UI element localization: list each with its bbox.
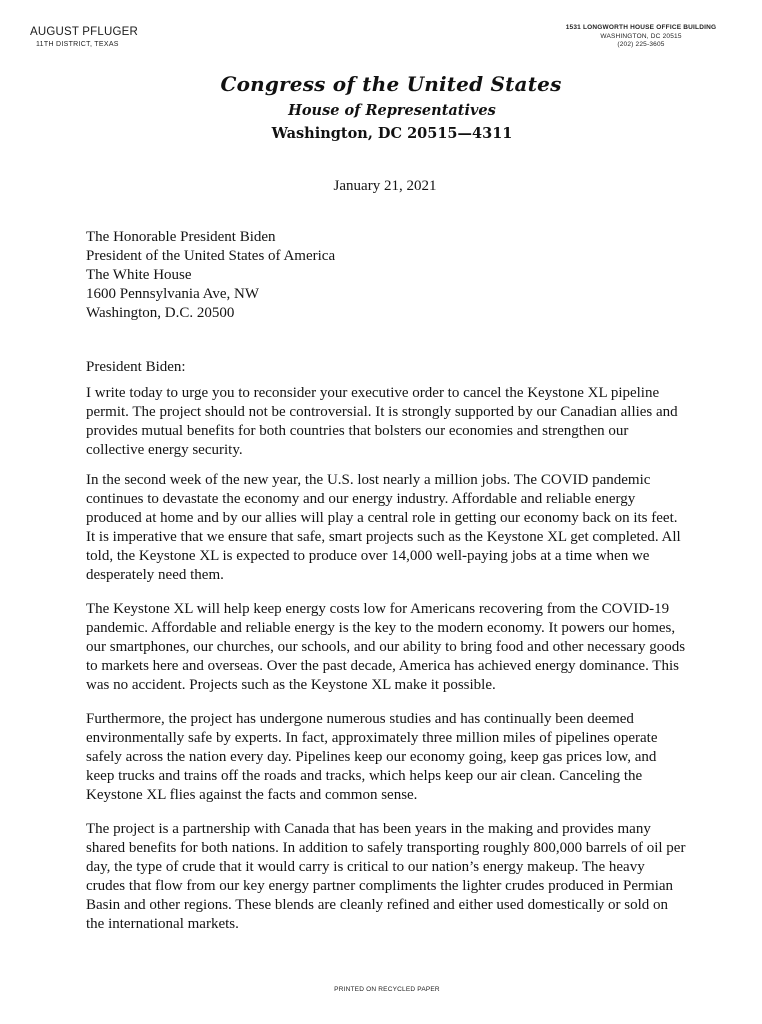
recycled-paper-note: PRINTED ON RECYCLED PAPER — [334, 986, 440, 993]
body-paragraph: The project is a partnership with Canada that has been years in the making and provides many shared benefits for both nations. In addition to safely transporting roughly 800,000 barrels of oil per day, the type of crude that it would carry is critical to our nation’s energy makeup. The heavy crudes that flow from our key energy partner compliments the lighter crudes produced in Permian Basin and other regions. These blends are cleanly refined and either used domestically or sold on the international markets. — [86, 821, 686, 932]
member-name: AUGUST PFLUGER — [30, 26, 139, 38]
recipient-address — [86, 228, 686, 323]
letter-date: January 21, 2021 — [333, 178, 437, 194]
body-paragraph: Furthermore, the project has undergone numerous studies and has continually been deemed environmentally safe by experts. In fact, approximately three million miles of pipelines operate safely across the nation every day. Pipelines keep our economy going, keep gas prices low, and keep trucks and trains off the roads and tracks, which helps keep our air clean. Canceling the Keystone XL flies against the facts and common sense. — [86, 711, 658, 803]
body-paragraph: I write today to urge you to reconsider your executive order to cancel the Keystone XL pipeline permit. The project should not be controversial. It is strongly supported by our Canadian allies and provides mutual benefits for both countries that bolsters our economies and strengthen our collective energy security. — [86, 385, 678, 458]
recipient-line: President of the United States of America — [86, 248, 336, 264]
letterhead-title: Congress of the United States — [220, 72, 562, 96]
body-paragraph: In the second week of the new year, the U.S. lost nearly a million jobs. The COVID pandemic continues to devastate the economy and our energy industry. Affordable and reliable energy produced at home and by our allies will play a central role in getting our economy back on its feet. It is imperative that we ensure that safe, smart projects such as the Keystone XL get completed. All told, the Keystone XL is expected to produce over 14,000 well-paying jobs at a time when we desperately need them. — [86, 472, 681, 583]
letterhead-header — [0, 72, 762, 142]
recipient-line: Washington, D.C. 20500 — [86, 305, 235, 321]
member-block — [30, 26, 138, 48]
recipient-line: 1600 Pennsylvania Ave, NW — [86, 286, 260, 302]
recipient-line: The Honorable President Biden — [86, 229, 276, 245]
recipient-line: The White House — [86, 267, 192, 283]
letterhead-chamber: House of Representatives — [288, 102, 496, 119]
office-phone: (202) 225-3605 — [617, 41, 665, 48]
office-city-zip: WASHINGTON, DC 20515 — [600, 32, 682, 40]
office-address: 1531 LONGWORTH HOUSE OFFICE BUILDING — [565, 24, 717, 31]
letterhead-location: Washington, DC 20515—4311 — [271, 125, 513, 142]
member-district: 11TH DISTRICT, TEXAS — [36, 41, 119, 48]
salutation: President Biden: — [86, 359, 186, 375]
office-address-block — [546, 24, 736, 50]
body-paragraph: The Keystone XL will help keep energy costs low for Americans recovering from the COVID-19 pandemic. Affordable and reliable energy is the key to the modern economy. It powers our homes, our smartphones, our churches, our schools, and our ability to bring food and other necessary goods to markets here and overseas. Over the past decade, America has achieved energy dominance. This was no accident. Projects such as the Keystone XL make it possible. — [86, 601, 686, 693]
